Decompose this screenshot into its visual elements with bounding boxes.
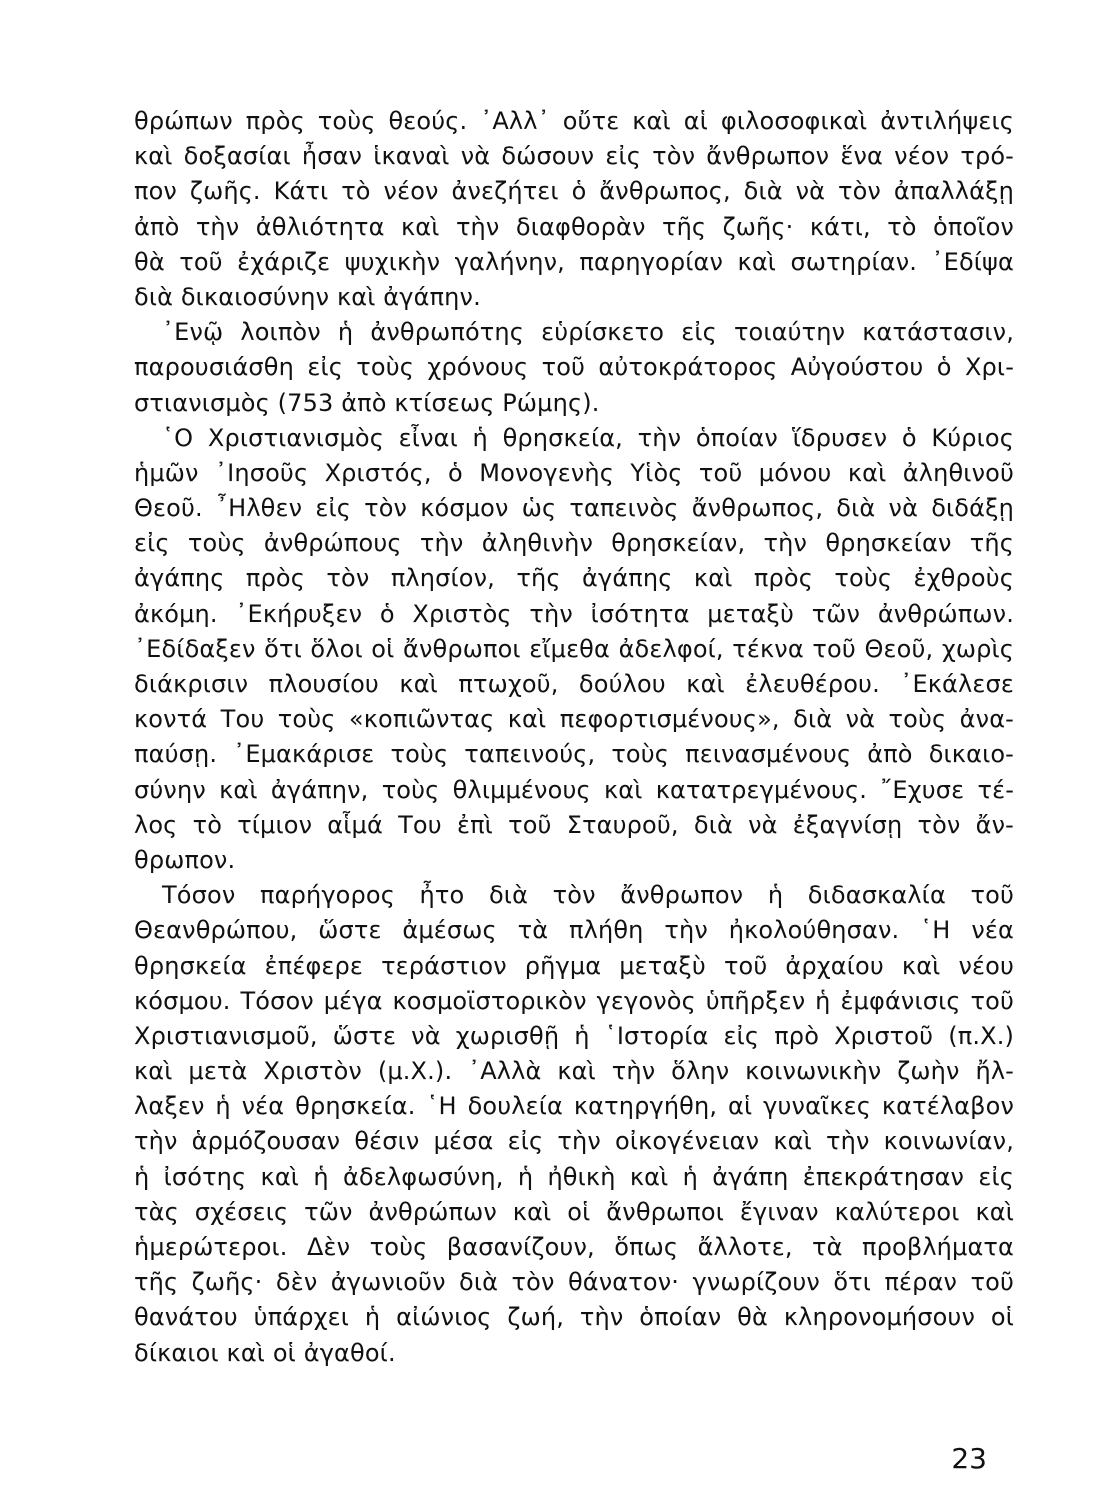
text-line: διὰ δικαιοσύνην καὶ ἀγάπην. [134, 282, 481, 311]
text-line: διάκρισιν πλουσίου καὶ πτωχοῦ, δούλου καὶ ἐλευθέρου. ᾿Εκάλεσε [134, 670, 1014, 698]
text-line: ἡ ἰσότης καὶ ἡ ἀδελφωσύνη, ἡ ἠθικὴ καὶ ἡ ἀγάπη ἐπεκράτησαν εἰς [134, 1162, 1014, 1191]
text-line: Θεανθρώπου, ὥστε ἀμέσως τὰ πλήθη τὴν ἠκολούθησαν. ῾Η νέα [134, 916, 1014, 945]
text-line: ἡμερώτεροι. Δὲν τοὺς βασανίζουν, ὅπως ἄλλοτε, τὰ προβλήματα [134, 1233, 1014, 1261]
text-line: ᾿Ενῷ λοιπὸν ἡ ἀνθρωπότης εὑρίσκετο εἰς τοιαύτην κατάστασιν, [162, 318, 1014, 347]
text-line: δίκαιοι καὶ οἱ ἀγαθοί. [134, 1338, 396, 1367]
paragraph-1 [134, 104, 1014, 315]
text-line: Τόσον παρήγορος ἦτο διὰ τὸν ἄνθρωπον ἡ διδασκαλία τοῦ [162, 881, 1014, 910]
text-line: κόσμου. Τόσον μέγα κοσμοϊστορικὸν γεγονὸς ὑπῆρξεν ἡ ἐμφάνισις τοῦ [134, 986, 1014, 1015]
text-line: παύσῃ. ᾿Εμακάρισε τοὺς ταπεινούς, τοὺς πεινασμένους ἀπὸ δικαιο- [134, 740, 1014, 769]
text-line: ἡμῶν ᾿Ιησοῦς Χριστός, ὁ Μονογενὴς Υἱὸς τοῦ μόνου καὶ ἀληθινοῦ [134, 458, 1014, 487]
paragraph-2 [134, 315, 1014, 421]
text-line: τὴν ἁρμόζουσαν θέσιν μέσα εἰς τὴν οἰκογένειαν καὶ τὴν κοινωνίαν, [134, 1127, 1014, 1156]
text-line: θανάτου ὑπάρχει ἡ αἰώνιος ζωή, τὴν ὁποίαν θὰ κληρονομήσουν οἱ [134, 1303, 1014, 1332]
body-text [134, 104, 1014, 1371]
text-line: κοντά Του τοὺς «κοπιῶντας καὶ πεφορτισμένους», διὰ νὰ τοὺς ἀνα- [134, 705, 1014, 734]
text-line: ἀγάπης πρὸς τὸν πλησίον, τῆς ἀγάπης καὶ πρὸς τοὺς ἐχθροὺς [134, 564, 1014, 593]
text-line: καὶ δοξασίαι ἦσαν ἱκαναὶ νὰ δώσουν εἰς τὸν ἄνθρωπον ἕνα νέον τρό- [134, 142, 1014, 171]
text-line: λος τὸ τίμιον αἷμά Του ἐπὶ τοῦ Σταυροῦ, διὰ νὰ ἐξαγνίσῃ τὸν ἄν- [134, 810, 1014, 839]
text-line: εἰς τοὺς ἀνθρώπους τὴν ἀληθινὴν θρησκείαν, τὴν θρησκείαν τῆς [134, 529, 1014, 558]
text-line: πον ζωῆς. Κάτι τὸ νέον ἀνεζήτει ὁ ἄνθρωπος, διὰ νὰ τὸν ἀπαλλάξῃ [134, 177, 1014, 206]
text-line: θρώπων πρὸς τοὺς θεούς. ᾿Αλλ᾿ οὔτε καὶ αἱ φιλοσοφικαὶ ἀντιλήψεις [134, 107, 1014, 135]
text-line: καὶ μετὰ Χριστὸν (μ.Χ.). ᾿Αλλὰ καὶ τὴν ὅλην κοινωνικὴν ζωὴν ἤλ- [134, 1057, 1014, 1086]
text-line: τὰς σχέσεις τῶν ἀνθρώπων καὶ οἱ ἄνθρωποι ἔγιναν καλύτεροι καὶ [134, 1197, 1014, 1226]
text-line: Χριστιανισμοῦ, ὥστε νὰ χωρισθῇ ἡ ῾Ιστορία εἰς πρὸ Χριστοῦ (π.Χ.) [134, 1021, 1014, 1050]
text-line: θρωπον. [134, 845, 236, 874]
text-line: λαξεν ἡ νέα θρησκεία. ῾Η δουλεία κατηργήθη, αἱ γυναῖκες κατέλαβον [134, 1092, 1014, 1121]
paragraph-4 [134, 878, 1014, 1371]
text-line: στιανισμὸς (753 ἀπὸ κτίσεως Ρώμης). [134, 388, 600, 417]
text-line: ῾Ο Χριστιανισμὸς εἶναι ἡ θρησκεία, τὴν ὁποίαν ἵδρυσεν ὁ Κύριος [162, 423, 1014, 452]
text-line: ἀπὸ τὴν ἀθλιότητα καὶ τὴν διαφθορὰν τῆς ζωῆς· κάτι, τὸ ὁποῖον [134, 212, 1014, 241]
text-line: θρησκεία ἐπέφερε τεράστιον ρῆγμα μεταξὺ τοῦ ἀρχαίου καὶ νέου [134, 951, 1014, 980]
text-line: ἀκόμη. ᾿Εκήρυξεν ὁ Χριστὸς τὴν ἰσότητα μεταξὺ τῶν ἀνθρώπων. [134, 599, 1014, 628]
text-line: θὰ τοῦ ἐχάριζε ψυχικὴν γαλήνην, παρηγορίαν καὶ σωτηρίαν. ᾿Εδίψα [134, 247, 1014, 276]
text-line: σύνην καὶ ἀγάπην, τοὺς θλιμμένους καὶ κατατρεγμένους. ῎Εχυσε τέ- [134, 775, 1014, 804]
text-line: ᾿Εδίδαξεν ὅτι ὅλοι οἱ ἄνθρωποι εἴμεθα ἀδελφοί, τέκνα τοῦ Θεοῦ, χωρὶς [134, 634, 1014, 663]
text-line: Θεοῦ. ῏Ηλθεν εἰς τὸν κόσμον ὡς ταπεινὸς ἄνθρωπος, διὰ νὰ διδάξῃ [134, 494, 1014, 523]
paragraph-3 [134, 421, 1014, 878]
text-line: τῆς ζωῆς· δὲν ἀγωνιοῦν διὰ τὸν θάνατον· γνωρίζουν ὅτι πέραν τοῦ [134, 1268, 1014, 1297]
text-line: παρουσιάσθη εἰς τοὺς χρόνους τοῦ αὐτοκράτορος Αὐγούστου ὁ Χρι- [134, 353, 1014, 382]
page-number: 23 [951, 1442, 987, 1475]
